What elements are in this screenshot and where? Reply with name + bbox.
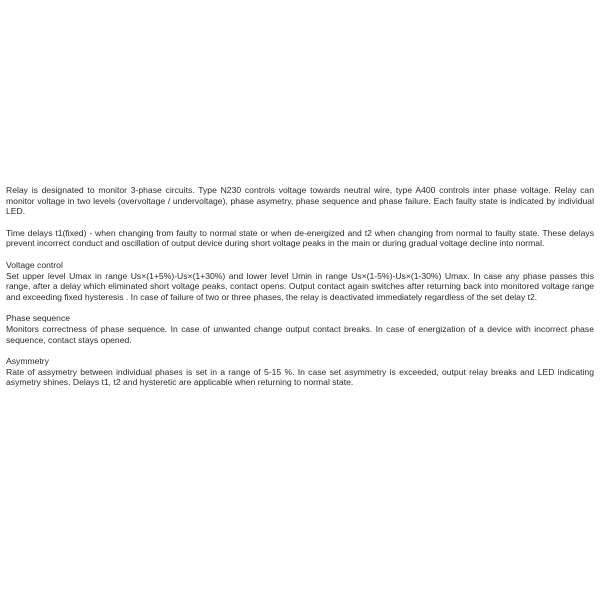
asymmetry-section [6,356,594,388]
voltage-control-heading: Voltage control [6,259,63,270]
time-delays-paragraph: Time delays t1(fixed) - when changing from faulty to normal state or when de-energized and t2 when changing from normal to faulty state. These delays prevent incorrect conduct and oscillation of output device during short voltage peaks in the main or during gradual voltage decline into normal. [6,227,594,249]
intro-section [6,185,594,217]
voltage-control-paragraph: Set upper level Umax in range Us×(1+5%)-Us×(1+30%) and lower level Umin in range Us×(1-5%)-Us×(1-30%) Umax. In case any phase passes this range, after a delay which eliminated short voltage peaks, contact opens. Output contact again switches after returning back into monitored voltage range and exceeding fixed hysteresis . In case of failure of two or three phases, the relay is deactivated immediately regardless of the set delay t2. [6,270,594,302]
phase-sequence-section [6,313,594,345]
time-delays-section [6,228,594,249]
asymmetry-paragraph: Rate of assymetry between individual phases is set in a range of 5-15 %. In case set asymmetry is exceeded, output relay breaks and LED indicating asymetry shines. Delays t1, t2 and hysteretic are applicable when returning to normal state. [6,366,594,388]
voltage-control-section [6,260,594,302]
intro-paragraph: Relay is designated to monitor 3-phase circuits. Type N230 controls voltage towards neutral wire, type A400 controls inter phase voltage. Relay can monitor voltage in two levels (overvoltage / undervoltage), phase asymetry, phase sequence and phase failure. Each faulty state is indicated by individual LED. [6,185,594,217]
document-body [6,185,594,399]
phase-sequence-heading: Phase sequence [6,313,71,324]
phase-sequence-paragraph: Monitors correctness of phase sequence. In case of unwanted change output contact breaks. In case of energization of a device with incorrect phase sequence, contact stays opened. [6,323,594,345]
asymmetry-heading: Asymmetry [6,356,49,367]
